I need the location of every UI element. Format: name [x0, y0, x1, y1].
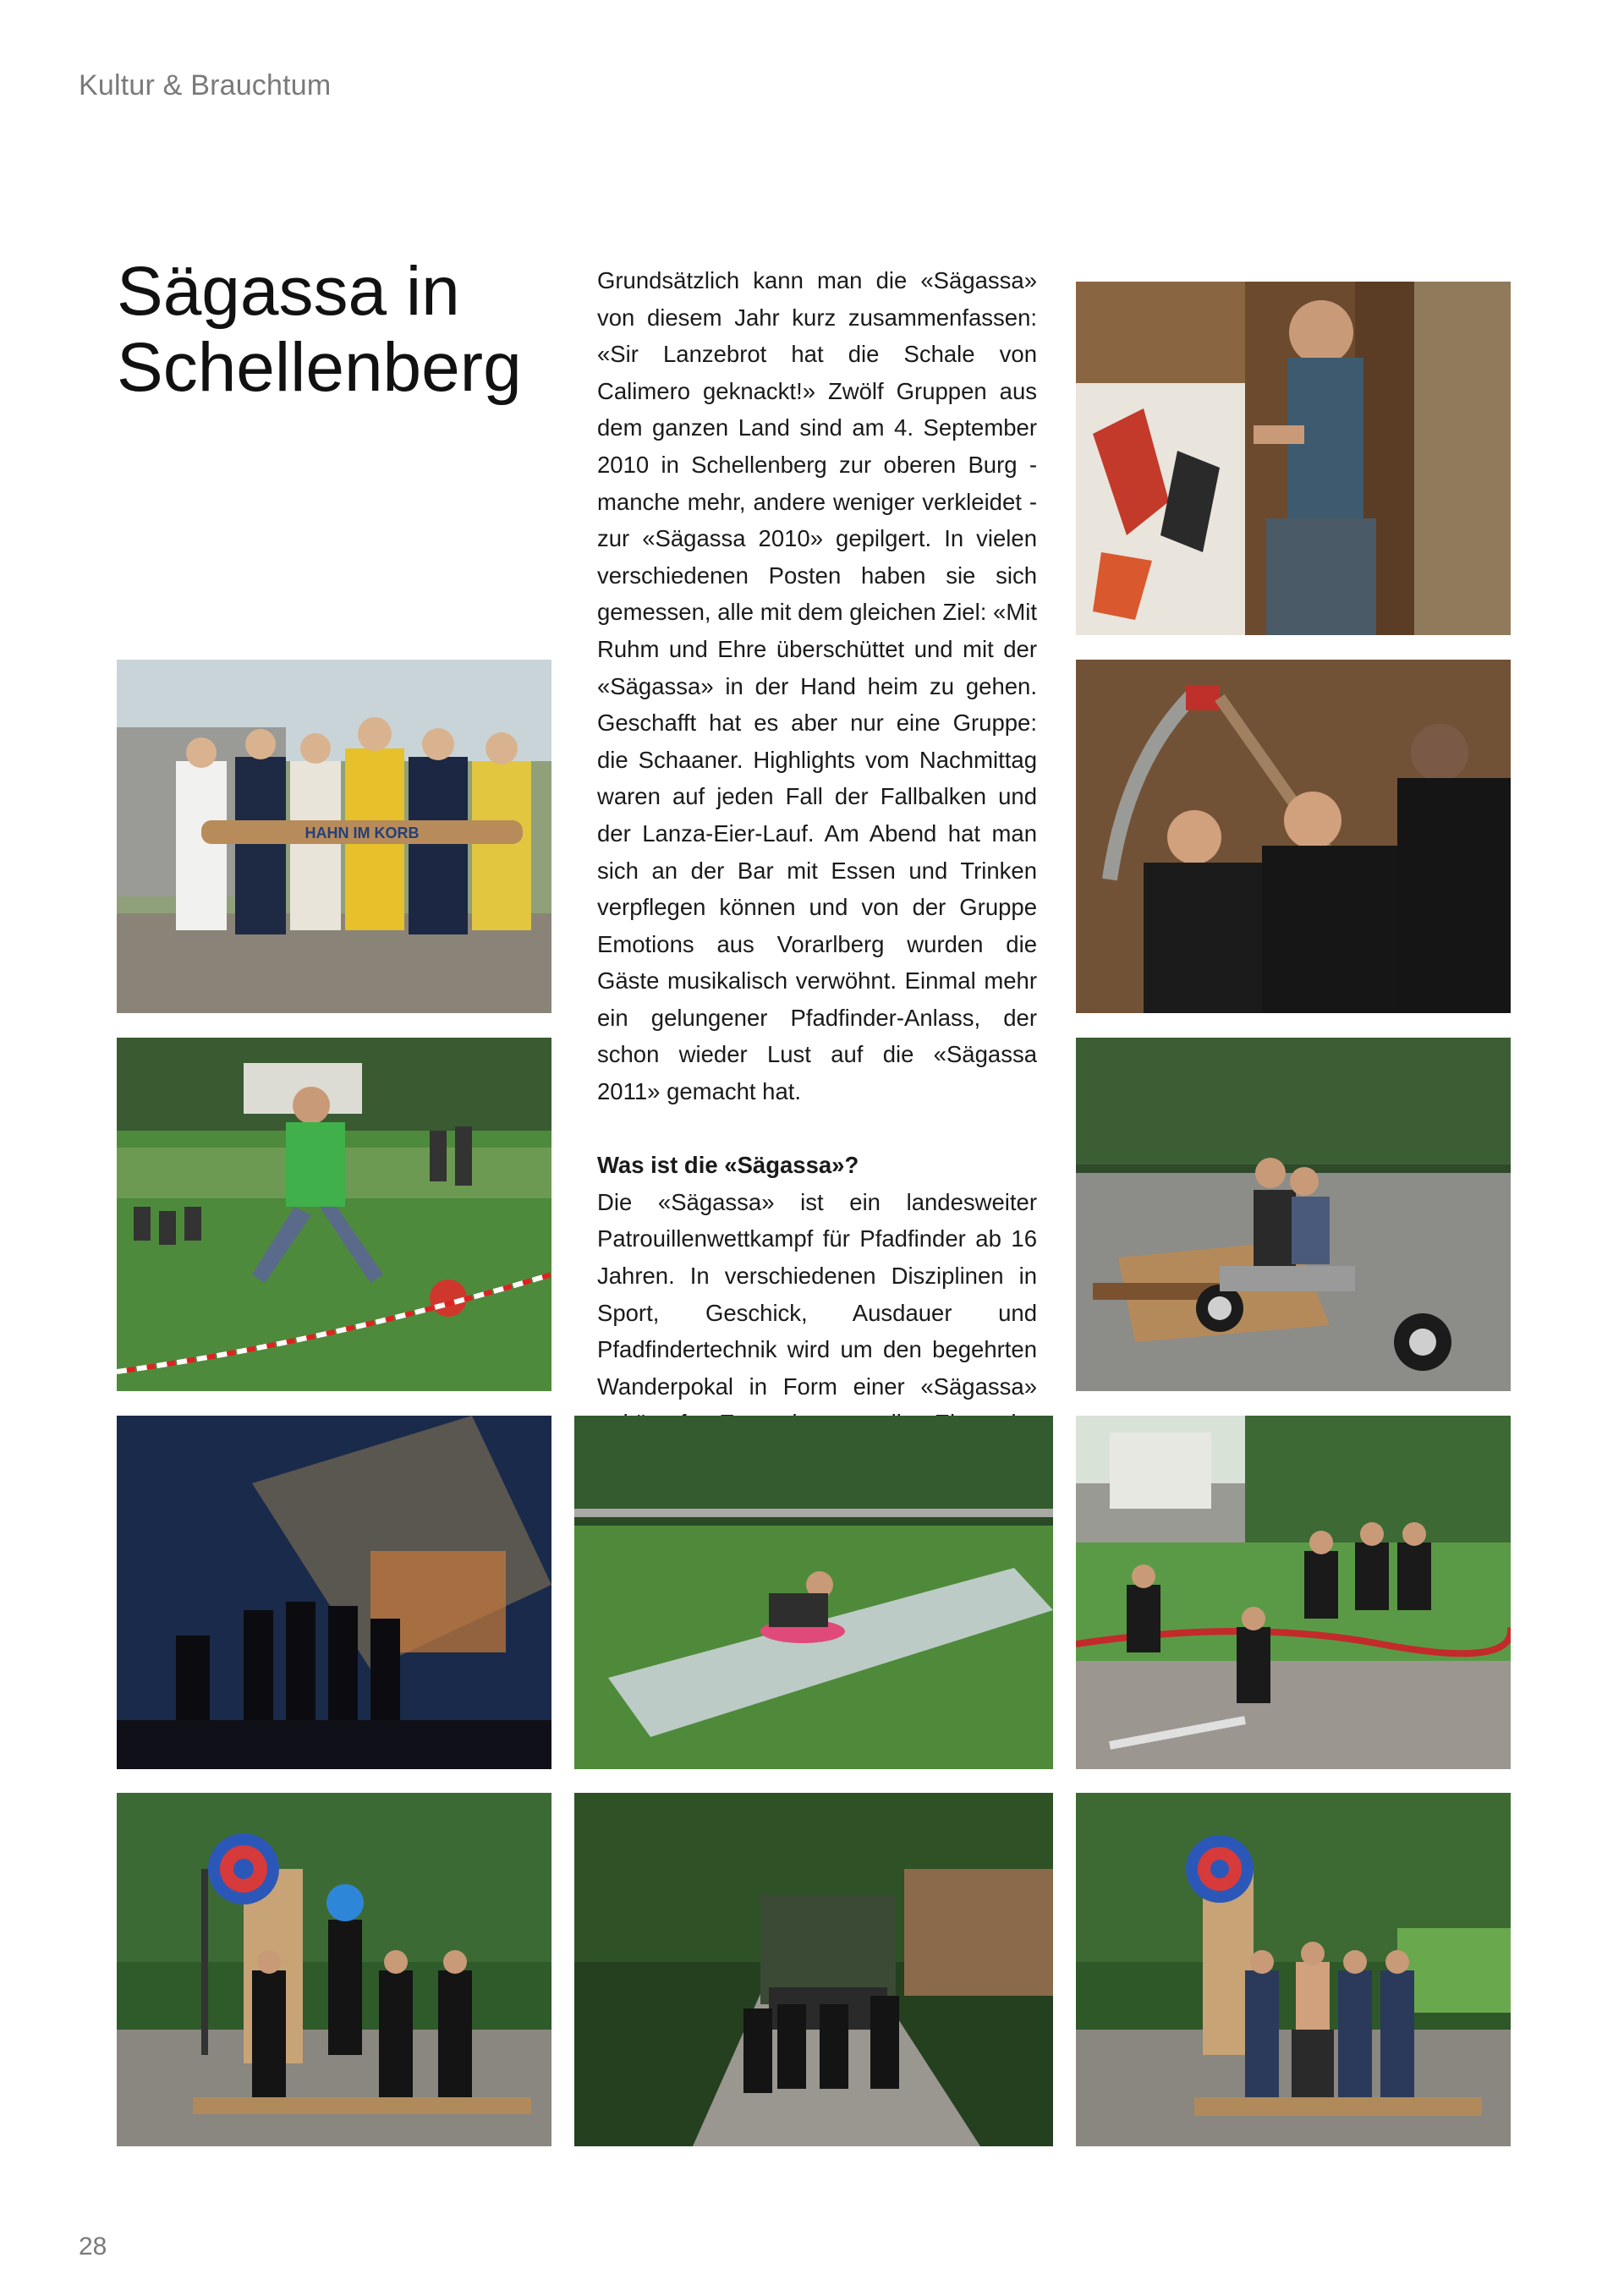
photo-costumed-group	[117, 660, 551, 1013]
photo-target-group	[117, 1793, 551, 2146]
photo-ball-kick	[117, 1038, 551, 1391]
article-paragraph-2: Die «Sägassa» ist ein landesweiter Patrouillenwettkampf für Pfadfinder ab 16 Jahren. In verschiedenen Disziplinen in Sport, Geschick, Ausdauer und Pfadfindertechnik wird um den begehrten Wanderpokal in Form einer «Sägassa»	[597, 1188, 1037, 1400]
photo-trebuchet-team	[1076, 1793, 1511, 2146]
article-title	[117, 254, 522, 406]
title-line-2: Schellenberg	[117, 329, 522, 406]
photo-slip-slide	[574, 1416, 1053, 1769]
section-header: Kultur & Brauchtum	[79, 69, 332, 101]
photo-truck-push	[574, 1793, 1053, 2146]
photo-hose-relay	[1076, 1416, 1511, 1769]
photo-chopper-bike	[1076, 1038, 1511, 1391]
banner-text: HAHN IM KORB	[304, 825, 420, 841]
title-line-1: Sägassa in	[117, 253, 460, 330]
article-paragraph: Grundsätzlich kann man die «Sägassa» von diesem Jahr kurz zusammenfassen: «Sir Lanzebrot hat die Schale von Calimero geknackt!» Zwölf Gruppen aus dem ganzen Land sind am 4. September 2010 in Schellenberg zur oberen Burg - manche mehr, andere weniger verkleidet - zur «Sägassa 2010» gepilgert. In vielen verschiedenen Posten haben sie sich gemessen, alle mit dem gleichen Ziel: «Mit Ruhm und Ehre überschüttet und mit der «Sägassa» in der Hand heim zu gehen. Geschafft hat es aber nur eine Gruppe: die Schaaner. Highlights vom Nachmittag waren auf jeden Fall der Fallbalken und der Lanza-Eier-Lauf. Am Abend hat man sich an der Bar mit Essen und Trinken verpflegen können und von der Gruppe Emotions aus Vorarlberg wurden die Gäste musikalisch verwöhnt. Einmal mehr ein gelungener Pfadfinder-Anlass, der schon wieder Lust auf die «Sägassa 2011» gemacht hat.	[597, 267, 1037, 1105]
article-body	[597, 262, 1037, 1479]
article-subheading: Was ist die «Sägassa»?	[597, 1152, 859, 1179]
photo-evening-bar	[117, 1416, 551, 1769]
photo-saw-team	[1076, 660, 1511, 1013]
page-number: 28	[79, 2233, 107, 2260]
photo-painting-hut	[1076, 282, 1511, 635]
